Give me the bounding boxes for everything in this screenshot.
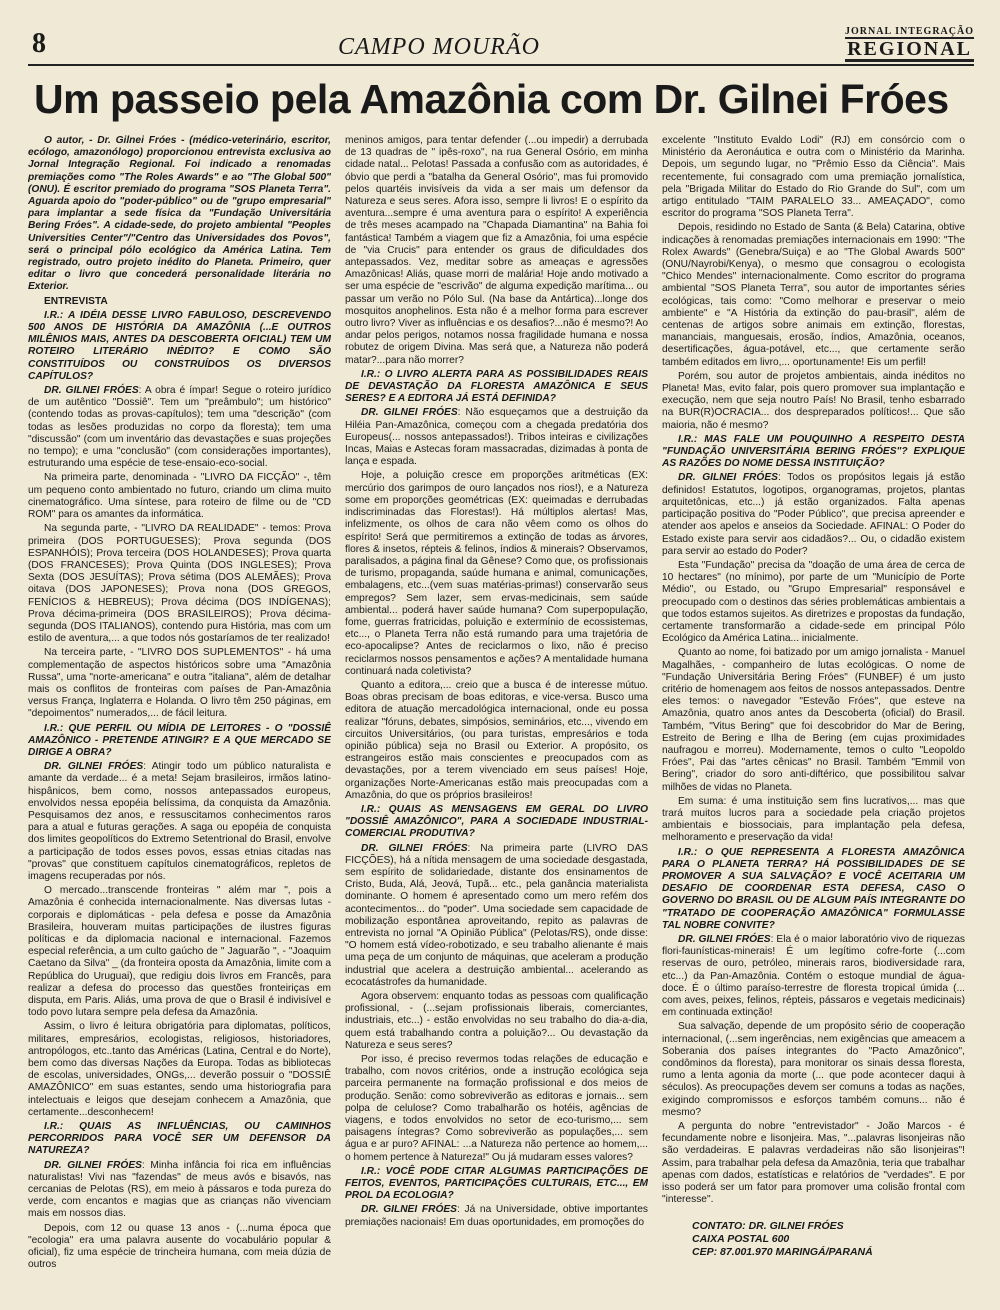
article-column-2 [345, 135, 648, 1295]
body-paragraph: Hoje, a poluição cresce em proporções aritméticas (EX: mercúrio dos garimpos de ouro lançados nos rios!), e a Natureza some em proporções geométricas (EX: queimadas e derrubadas indiscriminadas das Florestas!). Há múltiplos alertas! Mas, infelizmente, os olhos de cara não vêem como os olhos do espírito! Será que permitiremos a extinção de todas as árvores, flores & insetos, répteis & felinos, índios & minerais? Observamos, paralisados, a página final da Gênese? Como que, os profissionais de turismo, propaganda, saúde humana e animal, comunicações, embalagens, etc...(vem suas matérias-primas!) conservarão seus empregos? Sem lazer, sem ervas-medicinais, sem saúde ambiental... poderá haver saúde humana? Com superpopulação, fome, guerras fratricidas, poluição e extermínio de ecossistemas, etc..., o Planeta Terra não está rumando para uma trajetória de eco-apocalipse? Antes de reciclarmos o lixo, não é preciso reciclarmos nossos pensamentos e ações? A mentalidade humana continuará nada coletivista? [345, 470, 648, 677]
body-paragraph: Por isso, é preciso revermos todas relações de educação e trabalho, com novos critérios, onde a instrução ecológica seja parceira permanente na formação profissional e dos meios de produção. Senão: como sobreviverão as editoras e jornais... sem polpa de celulose? Como trabalharão os hotéis, agências de viagens, e todos envolvidos no setor de eco-turismo,... sem paisagens íntegras? Como sobreviverão as populações,... sem água e ar puro? AFINAL: ...a Natureza não pertence ao homem,... o homem pertence à Natureza!" Ou já mudaram esses valores? [345, 1054, 648, 1163]
speaker-name: DR. GILNEI FRÓES [44, 1159, 142, 1171]
masthead [28, 24, 974, 66]
body-paragraph: Depois, com 12 ou quase 13 anos - (...numa época que "ecologia" era uma palavra ausente do vocabulário popular & oficial), fiz uma espécie de trincheira humana, com meia dúzia de outros [28, 1222, 331, 1271]
answer-text: : A obra é ímpar! Segue o roteiro jurídico de um autêntico "Dossiê". Tem um "preâmbulo"; um histórico" (contendo todas as provas-capítulos); tem uma "descrição" (com todas as lesões produzidas no corpo da floresta); tem uma "discussão" (com um inventário das devastações e suas projeções no tempo); e uma "conclusão" (com considerações importantes), estruturando uma espécie de tese-ensaio-eco-social. [28, 385, 331, 470]
section-label: ENTREVISTA [44, 295, 108, 307]
body-paragraph: Esta "Fundação" precisa da "doação de uma área de cerca de 10 hectares" (no mínimo), por parte de um "Município de Porte Médio", ou Estado, ou "Grupo Empresarial" responsável e preocupado com o destinos das séries problemáticas ambientais a que todos estamos sujeitos. As diretrizes e propostas da fundação, certamente transformarão a cidade-sede em principal Pólo Ecológico da América Latina... inicialmente. [662, 559, 965, 645]
body-paragraph: Porém, sou autor de projetos ambientais, ainda inéditos no Planeta! Mas, evito falar, pois quero promover sua implantação e execução, nem que seja noutro País! No Brasil, tenho esbarrado na BUR(R)OCRACIA... dos despreparados políticos!... Que são maioria, não é mesmo? [662, 370, 965, 431]
body-paragraph: Quanto ao nome, foi batizado por um amigo jornalista - Manuel Magalhães, - companheiro de lutas ecológicas. O nome de "Fundação Universitária Bering Fróes" (FUNBEF) é um justo critério de homenagem aos feitos de nossos antepassados. Dentre eles temos: o navegador "Estevão Fróes", que esteve na Amazônia, quatro anos antes da Descoberta (oficial) do Brasil. Também, "Vitus Bering" que foi descobridor do Mar de Bering, Estreito de Bering e Ilha de Bering (em cujas proximidades naufragou e morreu). Modernamente, temos o culto "Leopoldo Fróes", Pai das "artes cênicas" no Brasil. Também "Emmil von Bering", criador do soro anti-diftérico, que possibilitou salvar milhões de vidas no Planeta. [662, 647, 965, 793]
article-column-1 [28, 135, 331, 1295]
logo-main-text: REGIONAL [845, 37, 974, 62]
speaker-name: DR. GILNEI FRÓES [678, 472, 778, 484]
body-paragraph: Depois, residindo no Estado de Santa (& Bela) Catarina, obtive indicações à renomadas premiações internacionais em 1990: "The Rolex Awards" (Genebra/Suiça) e ao "The Global Awards 500" (ONU/Nayrobi/Kenya), o mesmo que consagrou o ecologista "Chico Mendes" internacionalmente. Como escritor do programa ambiental "SOS Planeta Terra", sou autor de importantes séries ecológicas, tais como: "Como melhorar e preservar o meio ambiente" e "A História da extinção do pau-brasil", além de centenas de artigos sobre animais em extinção, florestas, mananciais, manguesais, erosão, índios, Amazônia, oceanos, desertificações, água-potável, etc..., que certamente serão também editados em livro,... oportunamente! Eis um perfil! [662, 222, 965, 368]
speaker-name: DR. GILNEI FRÓES [678, 934, 771, 945]
answer-text: : Não esqueçamos que a destruição da Hiléia Pan-Amazônica, começou com a chegada predatória dos Europeus(... nossos antepassados!). Tribos inteiras e civilizações Incas, Maias e Astecas foram massacradas, dizimadas à ponta de lança e espada. [345, 407, 648, 468]
headline: Um passeio pela Amazônia com Dr. Gilnei Fróes [34, 76, 949, 122]
speaker-name: DR. GILNEI FRÓES [44, 385, 139, 397]
interview-question: I.R.: O LIVRO ALERTA PARA AS POSSIBILIDADES REAIS DE DEVASTAÇÃO DA FLORESTA AMAZÔNICA E SEUS SERES? E A EDITORA JÁ ESTÁ DEFINIDA? [345, 368, 648, 405]
interview-question: I.R.: QUAIS AS MENSAGENS EM GERAL DO LIVRO "DOSSIÊ AMAZÔNICO", PARA A SOCIEDADE INDUSTRIAL-COMERCIAL PRODUTIVA? [345, 803, 648, 840]
interview-question: I.R.: MAS FALE UM POUQUINHO A RESPEITO DESTA "FUNDAÇÃO UNIVERSITÁRIA BERING FRÓES"? EXPLIQUE AS RAZÕES DO NOME DESSA INSTITUIÇÃO? [662, 433, 965, 470]
section-title: CAMPO MOURÃO [338, 34, 540, 60]
answer-text: : Na primeira parte (LIVRO DAS FICÇÕES), há a nítida mensagem de uma sociedade desgastada, sem espírito de solidariedade, distante dos ensinamentos de Cristo, Buda, Alá, Jeová, Tupã... etc., pela ganância materialista dominante. O homem é apresentado como um mero refém dos acontecimentos... do "poder". Uma sociedade sem capacidade de mobilização espontânea aproveitando, repito as palavras de entrevista no jornal "A Opinião Pública" (Pelotas/RS), onde disse: "O homem está vídeo-robotizado, e seu trabalho alienante é mais uma peça de um conjunto de máquinas, que aceleram a produção industrial que acelera a destruição ambiental... acelerando as ecocatástrofes da humanidade. [345, 842, 648, 988]
body-paragraph: Agora observem: enquanto todas as pessoas com qualificação profissional, - (...sejam profissionais liberais, comerciantes, industriais, etc...) - estão envolvidas no seu trabalho do dia-a-dia, quem está trabalhando contra a poluição?... Ou devastação da Natureza e seus seres? [345, 991, 648, 1051]
body-paragraph: Na terceira parte, - "LIVRO DOS SUPLEMENTOS" - há uma complementação de aspectos históricos sobre uma "Amazônia Russa", uma "norte-americana" e outra "italiana", além de detalhar mais os conflitos de fronteiras com países de Pan-Amazônia versus França, Inglaterra e Holanda. O livro têm 250 páginas, em "depoimentos" numerados,... de fácil leitura. [28, 647, 331, 720]
article-body [28, 135, 974, 1295]
interview-question: I.R.: O QUE REPRESENTA A FLORESTA AMAZÔNICA PARA O PLANETA TERRA? HÁ POSSIBILIDADES DE SE PROMOVER A SUA SALVAÇÃO? E VOCÊ ACEITARIA UM DESAFIO DE COORDENAR ESTA DEFESA, CASO O GOVERNO DO BRASIL OU DE ALGUM PAÍS INTEGRANTE DO "TRATADO DE COOPERAÇÃO AMAZÔNICA" FORMULASSE TAL NOBRE CONVITE? [662, 846, 965, 931]
logo-top-text: JORNAL INTEGRAÇÃO [845, 26, 974, 37]
answer-paragraph [28, 385, 331, 470]
contact-po-box: CAIXA POSTAL 600 [692, 1233, 790, 1246]
body-paragraph: meninos amigos, para tentar defender (...ou impedir) a derrubada de 13 quadras de " ipês-roxo", na rua General Osório, em minha cidade natal... Pelotas! Passada a confusão com as autoridades, é óbvio que perdi a "batalha da General Osório", mas fui promovido pelos quartéis invisíveis da vida a ser mais um defensor da Natureza e seus seres. Afora isso, sempre li livros! E o espírito da aventura...sempre é uma aventura para o espírito! A experiência de três meses acampado na "Chapada Diamantina" na Bahia foi fantástica! Também a viagem que fiz a Amazônia, foi uma espécie de "via Crucis" para entender os graus de dificuldades dos antepassados. Vez, meditar sobre as ameaças e agressões Amazônicas! Aliás, quase morri de malária! Hoje ando motivado a ser uma espécie de "escrivão" de alguma expedição marítima... ou passar um verão no Pólo Sul. (Na base da Antártica)...longe dos mosquitos anophelinos. Esta não é a melhor forma para escrever outro livro? Viver as influências e os desafios?...não é mesmo?! Ao andar pelos perigos, notamos nossa fragilidade humana e nossa robutez de origem Divina. Mas será que, a Natureza não poderá matar?...para não morrer? [345, 135, 648, 366]
answer-text: : Já na Universidade, obtive importantes premiações nacionais! Em duas oportunidades, em promoções do [345, 1204, 648, 1228]
answer-paragraph [345, 407, 648, 468]
interview-question: I.R.: A IDÉIA DESSE LIVRO FABULOSO, DESCREVENDO 500 ANOS DE HISTÓRIA DA AMAZÔNIA (...E OUTROS MILÊNIOS MAIS, ANTES DA DESCOBERTA OFICIAL) TEM UM ROTEIRO LITERÁRIO INÉDITO? E COMO SÃO CONSTITUÍDOS OU CONSTRUÍDOS OS DIVERSOS CAPÍTULOS? [28, 309, 331, 382]
speaker-name: DR. GILNEI FRÓES [361, 407, 458, 419]
intro-paragraph: O autor, - Dr. Gilnei Fróes - (médico-veterinário, escritor, ecólogo, amazonólogo) proporcionou entrevista exclusiva ao Jornal Integração Regional. Foi indicado a renomadas premiações como "The Roles Awards" e ao "The Global 500" (ONU). É escritor premiado do programa "SOS Planeta Terra". Aguarda apoio do "poder-público" ou de "grupo empresarial" para implantar a sede física da "Fundação Universitária Bering Fróes". A cidade-sede, do projeto ambiental "Peoples Universities Center"/"Centro das Universidades dos Povos", será o principal pólo ecológico da América Latina. Tem registrado, outro projeto inédito do Planeta. Primeiro, quer editar o livro que concederá personalidade literária no Exterior. [28, 135, 331, 293]
newspaper-logo [845, 26, 974, 62]
answer-paragraph [662, 934, 965, 1019]
body-paragraph: Na segunda parte, - "LIVRO DA REALIDADE" - temos: Prova primeira (DOS PORTUGUESES); Prova segunda (DOS ESPANHÓIS); Prova terceira (DOS HOLANDESES); Prova quarta (DOS FRANCESES); Prova Quinta (DOS INGLESES); Prova Sexta (DOS JESUÍTAS); Prova sétima (DOS ALEMÃES); Prova oitava (DOS JAPONESES); Prova nona (DOS GREGOS, FENÍCIOS & HEBREUS); Prova décima (DOS INDÍGENAS); Prova décima-primeira (DOS BRASILEIROS); Prova décima-segunda (DOS ITALIANOS), contendo pura História, mas com um estilo de aventura,... a que todos nós gostaríamos de ter realizado! [28, 523, 331, 645]
answer-text: : Todos os propósitos legais já estão definidos! Estatutos, logotipos, organogramas, projetos, plantas arquitetônicas, etc...) já estão organizados. Falta apenas participação positiva do "Poder Público", que precisa apreender e atender aos apelos e anseios da Sociedade. AFINAL: O Poder do Estado existe para servir aos cidadãos?... Ou, o cidadão existem para servir ao estado do Poder? [662, 472, 965, 557]
body-paragraph: excelente "Instituto Evaldo Lodi" (RJ) em consórcio com o Ministério da Aeronáutica e outra com o Ministério da Marinha. Depois, um segundo lugar, no "Prêmio Esso da Ciência". Mais recentemente, fui consagrado com uma premiação jornalística, pela "Brigada Militar do Estado do Rio Grande do Sul", com um artigo entitulado "TAIM PARALELO 33... AMEAÇADO", como escritor do programa "SOS Planeta Terra". [662, 135, 965, 220]
answer-text: : Minha infância foi rica em influências naturalistas! Vivi nas "fazendas" de meus avós e bisavós, nas cercanias de Pelotas (RS), em meio à pássaros e toda pureza do verde, com encantos e magias que as crianças não vivenciam mais em nossos dias. [28, 1159, 331, 1220]
contact-name: CONTATO: DR. GILNEI FRÓES [692, 1220, 844, 1233]
interview-question: I.R.: QUE PERFIL OU MÍDIA DE LEITORES - O "DOSSIÊ AMAZÔNICO - PRETENDE ATINGIR? E A QUE MERCADO SE DIRIGE A OBRA? [28, 722, 331, 758]
contact-address: CEP: 87.001.970 MARINGÁ/PARANÁ [692, 1246, 873, 1259]
body-paragraph: A pergunta do nobre "entrevistador" - João Marcos - é fecundamente nobre e lisonjeira. Mas, "...palavras lisonjeiras não são verdadeiras. E palavras verdadeiras não são lisonjeiras"! Assim, para trabalhar pela defesa da Amazônia, teria que trabalhar apenas com dados, estatísticas e relatórios de "verdades". E por isso poderá ser um fator para promover uma colisão frontal com "interesse". [662, 1121, 965, 1206]
body-paragraph: Quanto a editora,... creio que a busca é de interesse mútuo. Boas obras precisam de boas editoras, e vice-versa. Busco uma editora de atuação mercadológica internacional, onde eu possa realizar "fóruns, debates, simpósios, seminários, etc..., vivendo em circuitos Universitários, (ou para turistas, empresários e toda opinião pública) seja no Brasil ou Exterior. A propósito, os estrangeiros estão mais conscientes e preocupados com as devastações, por a terem vivenciado em seus países! Hoje, organizações Norte-Americanas estão mais preocupadas com a Amazônia, do que os próprios brasileiros! [345, 679, 648, 801]
speaker-name: DR. GILNEI FRÓES [361, 842, 468, 854]
answer-paragraph [345, 843, 648, 989]
article-column-3 [662, 135, 965, 1295]
column-3-body [662, 135, 965, 1206]
body-paragraph: O mercado...transcende fronteiras " além mar ", pois a Amazônia é conhecida internacionalmente. Nas diversas lutas - corporais e diplomáticas - pela defesa e posse da Amazônia Brasileira, houveram muitas participações de ilustres figuras políticas e da diplomacia nacional e internacional. Fazemos especial referência, a um culto gaúcho de " Jaguarão ", - "Joaquim Caetano da Silva" _ (da fronteira oposta da Amazônia, limite com a República do Uruguai), que redigiu dois livros em Francês, para realizar a defesa do processo das questões fronteiriças em disputa, em Paris. Aliás, uma prova de que o Brasil é indivisível e todo povo lutara sempre pela defesa da Amazônia. [28, 885, 331, 1019]
interview-question: I.R.: QUAIS AS INFLUÊNCIAS, OU CAMINHOS PERCORRIDOS PARA VOCÊ SER UM DEFENSOR DA NATUREZA? [28, 1121, 331, 1157]
answer-text: : Atingir todo um público naturalista e amante da verdade... é a meta! Sejam brasileiros, irmãos latino-hispânicos, bem como, nossos antepassados europeus, envolvidos nessa epopéia belíssima, da conquista da Amazônia. Pesquisamos dez anos, e ressuscitamos conhecimentos raros para a atual e futuras gerações. A saga ou epopéia de conquista dos limites geopolíticos do Extremo Setentrional do Brasil, envolve a participação de todos esses povos, essas etnias citadas nas "provas" que constituem capítulos cinematográficos, repletos de imagens recuperadas por nós. [28, 761, 331, 882]
speaker-name: DR. GILNEI FRÓES [44, 761, 144, 773]
answer-paragraph [345, 1204, 648, 1228]
answer-paragraph [28, 761, 331, 883]
body-paragraph: Na primeira parte, denominada - "LIVRO DA FICÇÃO" -, têm um pequeno conto ambientado no futuro, criando um clima muito cinematográfico. Uma síntese, para roteiro de filme ou de "CD ROM" para os amantes da informática. [28, 472, 331, 521]
answer-text: : Ela é o maior laboratório vivo de riquezas flori-faunísticas-minerais! É um legítimo cofre-forte (...com reservas de ouro, petróleo, minerais raros, biodiversidade rara, etc...) da Pan-Amazônia. Contém o estoque mundial de água-doce. É o último paraíso-terrestre de floresta tropical úmida (... com aves, peixes, felinos, répteis, pássaros e vegetais medicinais) em continuada extinção! [662, 934, 965, 1019]
contact-block [662, 1220, 965, 1259]
body-paragraph: Em suma: é uma instituição sem fins lucrativos,... mas que trará muitos lucros para a sociedade pela criação projetos ambientais e biossociais, para implantação pela defesa, melhoramento e preservação da vida! [662, 795, 965, 844]
answer-paragraph [28, 1160, 331, 1221]
interview-question: I.R.: VOCÊ PODE CITAR ALGUMAS PARTICIPAÇÕES DE FEITOS, EVENTOS, PARTICIPAÇÕES CULTURAIS, ETC..., EM PROL DA ECOLOGIA? [345, 1165, 648, 1202]
speaker-name: DR. GILNEI FRÓES [361, 1204, 457, 1216]
body-paragraph: Assim, o livro é leitura obrigatória para diplomatas, políticos, militares, empresários, ecologistas, religiosos, historiadores, antropólogos, etc..tanto das Américas (Latina, Central e do Norte), bem como das diversas Nações da Europa. Todas as bibliotecas de escolas, universidades, ONGs,... deverão possuir o "DOSSIÊ AMAZÔNICO" em suas estantes, sendo uma historiografia para intelectuais e leigos que desejam conhecem a Amazônia, que certamente...desconhecem! [28, 1021, 331, 1118]
answer-paragraph [662, 472, 965, 557]
page-number: 8 [32, 28, 46, 59]
body-paragraph: Sua salvação, depende de um propósito sério de cooperação internacional, (...sem ingerências, nem exigências que ameacem a Soberania dos países integrantes do "Pacto Amazônico", condôminos da floresta), para monitorar os sinais dessa floresta, rumo a lenta agonia da morte (... que pode acontecer daqui à séculos). As preocupações devem ser comuns a todas as nações, exigindo compromissos e esforços também comuns... não é mesmo? [662, 1021, 965, 1118]
